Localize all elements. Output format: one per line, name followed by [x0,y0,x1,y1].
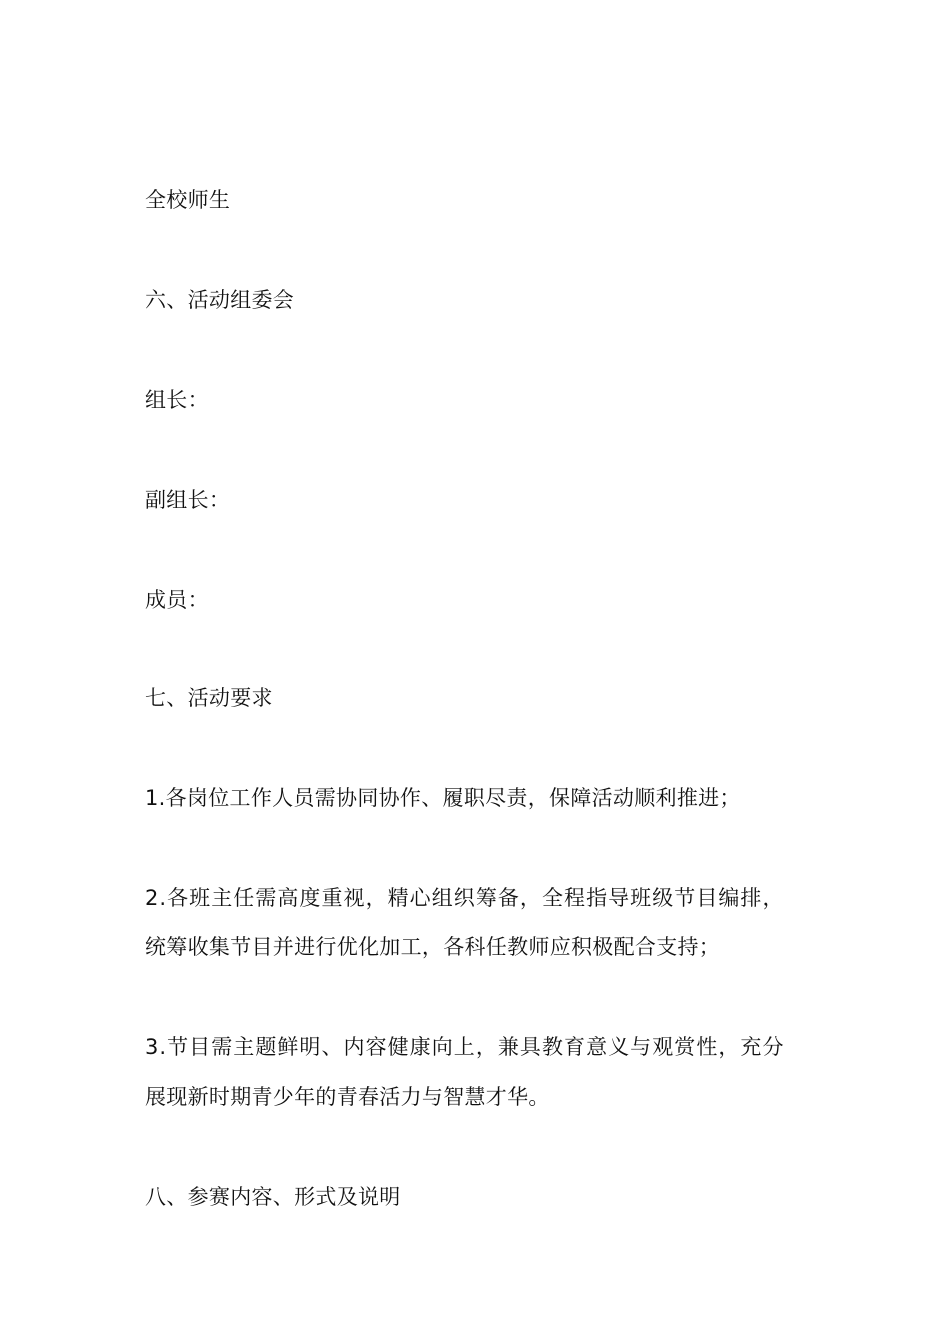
section-heading-contest-content: 八、参赛内容、形式及说明 [145,1185,401,1209]
requirement-item-1: 1.各岗位工作人员需协同协作、履职尽责，保障活动顺利推进； [145,786,741,810]
members-label: 成员： [145,588,209,612]
deputy-leader-label: 副组长： [145,488,231,512]
requirement-item-3-line-1: 3.节目需主题鲜明、内容健康向上，兼具教育意义与观赏性，充分 [145,1035,785,1059]
participants-text: 全校师生 [145,188,231,212]
section-heading-committee: 六、活动组委会 [145,288,295,312]
requirement-item-3-line-2: 展现新时期青少年的青春活力与智慧才华。 [145,1085,550,1109]
requirement-item-2-line-2: 统筹收集节目并进行优化加工，各科任教师应积极配合支持； [145,935,721,959]
requirement-item-2-line-1: 2.各班主任需高度重视，精心组织筹备，全程指导班级节目编排， [145,886,785,910]
section-heading-requirements: 七、活动要求 [145,686,273,710]
leader-label: 组长： [145,388,209,412]
